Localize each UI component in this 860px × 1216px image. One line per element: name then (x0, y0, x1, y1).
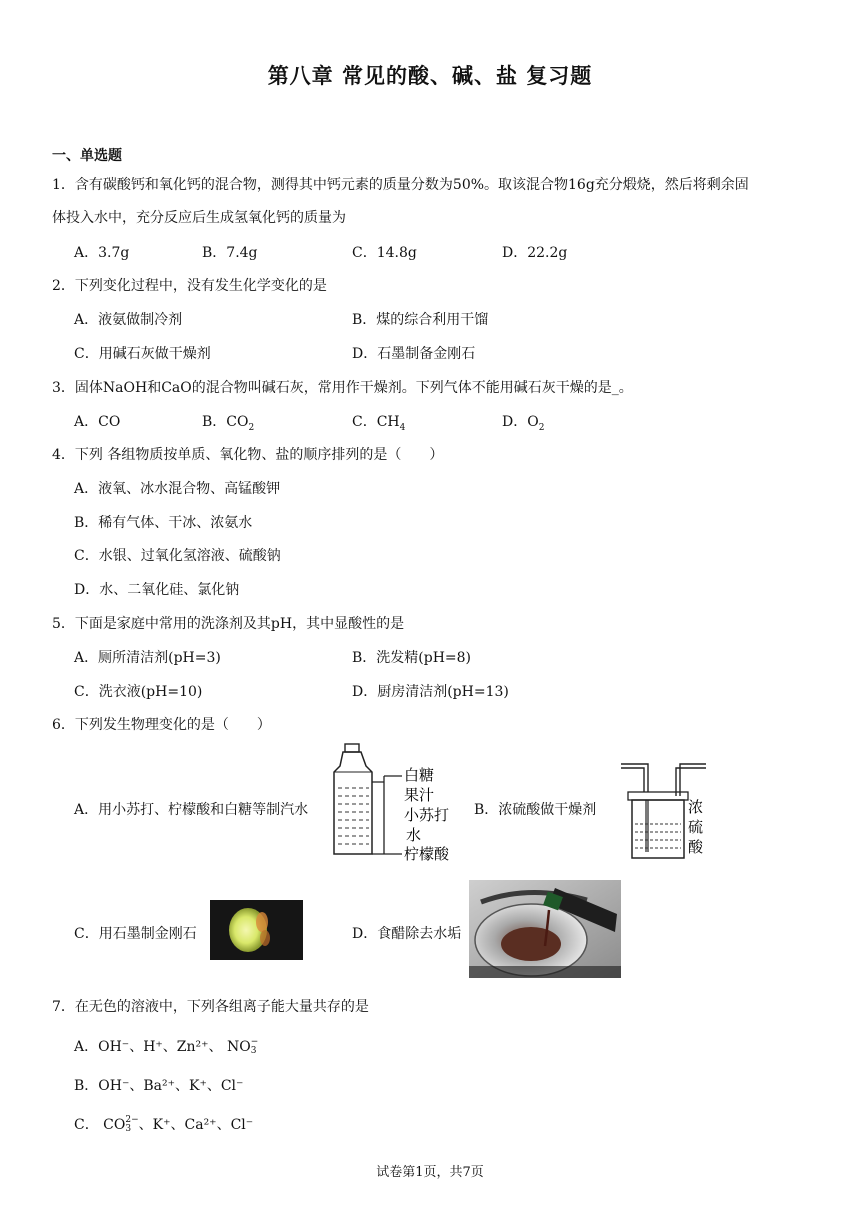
bottle-label-3: 水 (406, 826, 422, 844)
q5-option-d: D．厨房清洁剂(pH=13) (352, 684, 509, 700)
q4-stem: 4．下列 各组物质按单质、氧化物、盐的顺序排列的是（ ） (52, 447, 444, 463)
q3-option-d: D．$O_2$ (502, 414, 545, 433)
q2-option-c: C．用碱石灰做干燥剂 (74, 346, 211, 362)
section-heading: 一、单选题 (52, 148, 122, 164)
q7-option-b: B．OH⁻、Ba²⁺、K⁺、Cl⁻ (74, 1078, 244, 1094)
q6-option-a: A．用小苏打、柠檬酸和白糖等制汽水 (74, 802, 309, 818)
bottle-label-0: 白糖 (404, 766, 435, 784)
q4-option-d: D．水、二氧化硅、氯化钠 (74, 582, 240, 598)
gas-washing-bottle-figure (618, 762, 708, 862)
q7-stem: 7．在无色的溶液中，下列各组离子能大量共存的是 (52, 999, 369, 1015)
q1-option-b: B．7.4g (202, 245, 258, 261)
q1-option-d: D．22.2g (502, 245, 568, 261)
q2-option-b: B．煤的综合利用干馏 (352, 312, 489, 328)
q4-option-b: B．稀有气体、干冰、浓氨水 (74, 515, 253, 531)
q4-option-a: A．液氧、冰水混合物、高锰酸钾 (74, 481, 281, 497)
q1-stem-line2: 体投入水中，充分反应后生成氢氧化钙的质量为 (52, 210, 346, 226)
q7-option-a: A．OH⁻、H⁺、Zn²⁺、 NO− 3 (74, 1037, 259, 1056)
jar-label-1: 硫 (688, 818, 704, 836)
jar-label-0: 浓 (688, 798, 704, 816)
q6-option-d: D．食醋除去水垢 (352, 926, 462, 942)
q3-stem: 3．固体NaOH和CaO的混合物叫碱石灰，常用作干燥剂。下列气体不能用碱石灰干燥的是_。 (52, 380, 633, 396)
q7-option-c: C． CO2− 3 、K⁺、Ca²⁺、Cl⁻ (74, 1115, 254, 1134)
bottle-label-4: 柠檬酸 (404, 845, 450, 863)
q6-stem: 6．下列发生物理变化的是（ ） (52, 717, 271, 733)
q6-option-b: B．浓硫酸做干燥剂 (474, 802, 597, 818)
jar-label-2: 酸 (688, 838, 704, 856)
q5-option-b: B．洗发精(pH=8) (352, 650, 472, 666)
page-title: 第八章 常见的酸、碱、盐 复习题 (267, 63, 593, 88)
q6-option-c: C．用石墨制金刚石 (74, 926, 197, 942)
q1-stem-line1: 1．含有碳酸钙和氧化钙的混合物，测得其中钙元素的质量分数为50%。取该混合物16g充分煅烧，然后将剩余固 (52, 177, 749, 193)
bottle-label-2: 小苏打 (404, 806, 450, 824)
q2-option-a: A．液氨做制冷剂 (74, 312, 183, 328)
q3-option-b: B．$CO_2$ (202, 414, 255, 433)
q2-stem: 2．下列变化过程中，没有发生化学变化的是 (52, 278, 327, 294)
q1-option-c: C．14.8g (352, 245, 417, 261)
q3-option-c: C．$CH_4$ (352, 414, 406, 433)
soda-bottle-figure (330, 742, 458, 864)
q2-option-d: D．石墨制备金刚石 (352, 346, 476, 362)
q4-option-c: C．水银、过氧化氢溶液、硫酸钠 (74, 548, 281, 564)
glowing-disc-photo (210, 900, 303, 960)
q5-stem: 5．下面是家庭中常用的洗涤剂及其pH，其中显酸性的是 (52, 616, 405, 632)
q5-option-c: C．洗衣液(pH=10) (74, 684, 203, 700)
bottle-label-1: 果汁 (404, 786, 435, 804)
q5-option-a: A．厕所清洁剂(pH=3) (74, 650, 221, 666)
page-footer: 试卷第1页，共7页 (376, 1165, 484, 1180)
q3-option-a: A．CO (74, 414, 121, 430)
vinegar-kettle-photo (469, 880, 621, 978)
q1-option-a: A．3.7g (74, 245, 130, 261)
